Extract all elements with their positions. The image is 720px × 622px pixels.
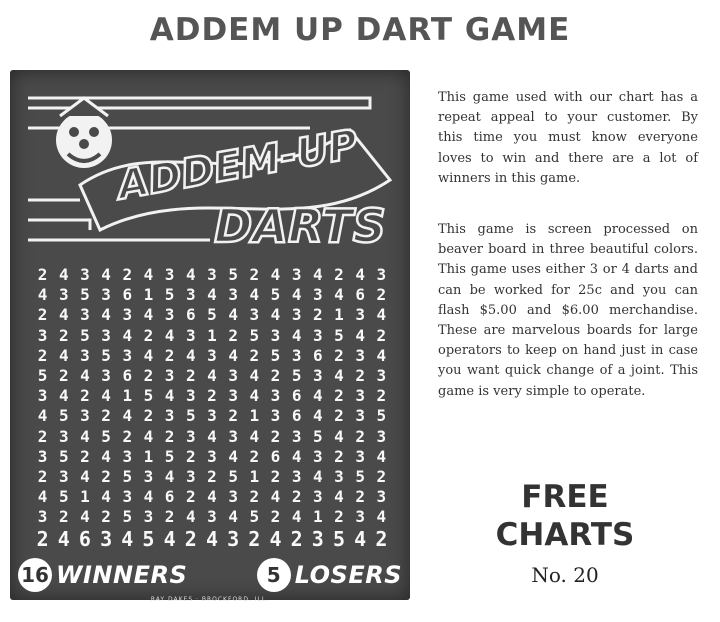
grid-cell: 6 bbox=[291, 406, 302, 426]
grid-cell: 4 bbox=[101, 386, 111, 406]
grid-cell: 4 bbox=[207, 426, 217, 446]
grid-cell: 2 bbox=[270, 466, 281, 486]
grid-cell: 1 bbox=[122, 386, 133, 406]
grid-cell: 5 bbox=[58, 446, 69, 466]
description-paragraph-1: This game used with our chart has a repeat appeal to your customer. By this time you must know everyone loves to win and there are a lot of winners in this game. bbox=[438, 90, 698, 186]
grid-cell: 3 bbox=[355, 446, 365, 466]
grid-cell: 2 bbox=[143, 365, 154, 385]
grid-row bbox=[32, 406, 392, 426]
number-grid bbox=[32, 265, 392, 551]
grid-cell: 3 bbox=[58, 466, 69, 486]
grid-cell: 4 bbox=[291, 507, 302, 527]
grid-row bbox=[32, 265, 392, 285]
grid-cell: 4 bbox=[334, 487, 344, 507]
grid-cell: 4 bbox=[143, 265, 154, 284]
grid-cell: 5 bbox=[164, 285, 175, 305]
grid-cell: 3 bbox=[291, 265, 302, 284]
grid-cell: 4 bbox=[334, 285, 344, 305]
grid-cell: 4 bbox=[313, 406, 323, 426]
banner-artwork bbox=[10, 70, 410, 260]
grid-cell: 3 bbox=[207, 345, 217, 365]
grid-cell: 2 bbox=[334, 265, 344, 284]
grid-cell: 3 bbox=[270, 406, 281, 426]
grid-cell: 2 bbox=[313, 305, 323, 325]
grid-cell: 2 bbox=[228, 325, 238, 345]
winners-group bbox=[18, 558, 187, 592]
grid-cell: 1 bbox=[143, 446, 154, 466]
grid-cell: 4 bbox=[270, 265, 281, 284]
free-label: FREE bbox=[521, 479, 609, 515]
grid-cell: 3 bbox=[228, 365, 238, 385]
grid-row bbox=[32, 346, 392, 366]
grid-cell: 4 bbox=[249, 386, 260, 406]
grid-cell: 2 bbox=[207, 386, 217, 406]
grid-cell: 6 bbox=[291, 386, 302, 406]
losers-label: LOSERS bbox=[294, 561, 402, 589]
grid-cell: 3 bbox=[355, 345, 365, 365]
grid-cell: 4 bbox=[143, 345, 154, 365]
grid-cell: 3 bbox=[207, 446, 217, 466]
grid-cell: 3 bbox=[100, 527, 113, 552]
grid-cell: 3 bbox=[143, 507, 154, 527]
grid-cell: 3 bbox=[376, 487, 387, 507]
grid-cell: 3 bbox=[355, 305, 365, 325]
grid-cell: 5 bbox=[270, 345, 281, 365]
grid-cell: 6 bbox=[185, 305, 196, 325]
grid-cell: 2 bbox=[334, 386, 344, 406]
grid-cell: 5 bbox=[101, 345, 111, 365]
grid-cell: 4 bbox=[334, 426, 344, 446]
grid-cell: 2 bbox=[184, 527, 197, 552]
grid-cell: 4 bbox=[313, 265, 323, 284]
grid-cell: 4 bbox=[164, 466, 175, 486]
grid-cell: 4 bbox=[270, 305, 281, 325]
grid-cell: 5 bbox=[332, 527, 346, 552]
grid-cell: 2 bbox=[58, 365, 69, 385]
grid-cell: 4 bbox=[101, 487, 111, 507]
grid-cell: 4 bbox=[355, 265, 365, 284]
grid-cell: 4 bbox=[101, 305, 111, 325]
grid-cell: 3 bbox=[313, 365, 323, 385]
grid-cell: 2 bbox=[164, 345, 175, 365]
grid-cell: 4 bbox=[249, 365, 260, 385]
grid-cell: 2 bbox=[122, 426, 133, 446]
grid-cell: 4 bbox=[249, 426, 260, 446]
grid-cell: 2 bbox=[375, 527, 388, 552]
grid-cell: 4 bbox=[58, 305, 69, 325]
grid-cell: 4 bbox=[37, 406, 48, 426]
grid-cell: 3 bbox=[313, 325, 323, 345]
grid-cell: 4 bbox=[205, 527, 218, 552]
description-paragraph-2: This game is screen processed on beaver board in three beautiful colors. This game uses either 3 or 4 darts and can be worked for 25c and you can flash $5.00 and $6.00 merchandise. These are marvelous boards for large operators to keep on hand just in case you want quick change of a joint. This game is very simple to operate. bbox=[438, 222, 698, 399]
grid-row bbox=[32, 527, 392, 551]
grid-cell: 2 bbox=[37, 426, 48, 446]
grid-cell: 2 bbox=[143, 325, 154, 345]
grid-cell: 4 bbox=[313, 466, 323, 486]
grid-cell: 4 bbox=[101, 265, 111, 284]
grid-row bbox=[32, 386, 392, 406]
grid-cell: 3 bbox=[227, 527, 240, 552]
grid-cell: 4 bbox=[376, 305, 387, 325]
grid-cell: 5 bbox=[58, 487, 69, 507]
grid-cell: 3 bbox=[313, 487, 323, 507]
grid-cell: 4 bbox=[291, 285, 302, 305]
grid-cell: 2 bbox=[101, 406, 111, 426]
grid-cell: 4 bbox=[334, 365, 344, 385]
grid-cell: 6 bbox=[122, 365, 133, 385]
grid-cell: 5 bbox=[142, 527, 155, 552]
grid-cell: 2 bbox=[185, 365, 196, 385]
grid-cell: 3 bbox=[207, 265, 217, 284]
grid-cell: 4 bbox=[122, 406, 133, 426]
grid-cell: 2 bbox=[185, 487, 196, 507]
grid-cell: 4 bbox=[164, 386, 175, 406]
grid-cell: 4 bbox=[58, 265, 69, 284]
grid-row bbox=[32, 487, 392, 507]
grid-cell: 5 bbox=[249, 325, 260, 345]
grid-cell: 3 bbox=[101, 365, 111, 385]
grid-cell: 1 bbox=[207, 325, 217, 345]
grid-cell: 5 bbox=[334, 325, 344, 345]
grid-cell: 3 bbox=[122, 487, 133, 507]
grid-cell: 5 bbox=[37, 365, 48, 385]
board-footer bbox=[18, 555, 402, 595]
grid-cell: 2 bbox=[376, 285, 387, 305]
grid-cell: 3 bbox=[228, 487, 238, 507]
losers-count-badge: 5 bbox=[257, 558, 291, 592]
grid-cell: 1 bbox=[249, 406, 260, 426]
grid-cell: 4 bbox=[354, 527, 367, 552]
chart-number: No. 20 bbox=[531, 563, 599, 587]
grid-cell: 5 bbox=[355, 466, 365, 486]
grid-cell: 3 bbox=[164, 365, 175, 385]
grid-cell: 2 bbox=[290, 527, 303, 552]
grid-cell: 4 bbox=[291, 446, 302, 466]
grid-cell: 4 bbox=[291, 325, 302, 345]
grid-cell: 4 bbox=[228, 345, 238, 365]
grid-cell: 4 bbox=[228, 305, 238, 325]
grid-cell: 6 bbox=[164, 487, 175, 507]
grid-cell: 3 bbox=[270, 386, 281, 406]
grid-cell: 2 bbox=[376, 325, 387, 345]
grid-cell: 4 bbox=[164, 325, 175, 345]
grid-cell: 6 bbox=[270, 446, 281, 466]
grid-cell: 3 bbox=[376, 426, 387, 446]
grid-cell: 3 bbox=[228, 426, 238, 446]
grid-cell: 4 bbox=[355, 325, 365, 345]
grid-cell: 4 bbox=[207, 487, 217, 507]
grid-cell: 3 bbox=[122, 345, 133, 365]
grid-cell: 3 bbox=[270, 325, 281, 345]
page-title: ADDEM UP DART GAME bbox=[149, 12, 571, 48]
grid-cell: 3 bbox=[313, 285, 323, 305]
grid-cell: 4 bbox=[185, 345, 196, 365]
grid-cell: 2 bbox=[37, 466, 48, 486]
grid-cell: 2 bbox=[355, 426, 365, 446]
grid-cell: 2 bbox=[355, 365, 365, 385]
grid-cell: 5 bbox=[58, 406, 69, 426]
grid-row bbox=[32, 326, 392, 346]
grid-cell: 2 bbox=[291, 487, 302, 507]
grid-cell: 3 bbox=[185, 426, 196, 446]
grid-cell: 5 bbox=[185, 406, 196, 426]
grid-cell: 2 bbox=[37, 305, 48, 325]
grid-cell: 3 bbox=[164, 406, 175, 426]
grid-cell: 4 bbox=[121, 527, 134, 552]
grid-cell: 3 bbox=[228, 285, 238, 305]
grid-cell: 2 bbox=[248, 527, 261, 552]
grid-cell: 4 bbox=[313, 386, 323, 406]
grid-row bbox=[32, 447, 392, 467]
grid-cell: 2 bbox=[101, 466, 111, 486]
winners-count-badge: 16 bbox=[18, 558, 52, 592]
grid-cell: 4 bbox=[143, 487, 154, 507]
grid-cell: 5 bbox=[228, 466, 238, 486]
grid-cell: 3 bbox=[249, 305, 260, 325]
grid-cell: 4 bbox=[143, 305, 154, 325]
grid-cell: 3 bbox=[185, 325, 196, 345]
grid-cell: 5 bbox=[143, 386, 154, 406]
grid-cell: 3 bbox=[291, 305, 302, 325]
grid-cell: 3 bbox=[376, 265, 387, 284]
grid-cell: 3 bbox=[291, 466, 302, 486]
grid-cell: 3 bbox=[207, 406, 217, 426]
grid-row bbox=[32, 467, 392, 487]
grid-cell: 2 bbox=[58, 507, 69, 527]
grid-row bbox=[32, 366, 392, 386]
grid-cell: 1 bbox=[334, 305, 344, 325]
grid-cell: 5 bbox=[249, 507, 260, 527]
board-credit: RAY DAKES · BROCKFORD, ILL. bbox=[150, 596, 270, 603]
grid-cell: 3 bbox=[334, 466, 344, 486]
grid-cell: 2 bbox=[249, 265, 260, 284]
grid-cell: 4 bbox=[143, 426, 154, 446]
grid-cell: 3 bbox=[37, 325, 48, 345]
grid-cell: 3 bbox=[80, 265, 90, 284]
grid-cell: 2 bbox=[270, 365, 281, 385]
grid-cell: 4 bbox=[228, 446, 238, 466]
grid-cell: 2 bbox=[122, 265, 133, 284]
grid-cell: 2 bbox=[334, 345, 344, 365]
grid-cell: 5 bbox=[122, 466, 133, 486]
grid-cell: 5 bbox=[80, 325, 90, 345]
grid-cell: 2 bbox=[376, 466, 387, 486]
grid-cell: 2 bbox=[36, 527, 49, 552]
free-charts-heading bbox=[440, 478, 690, 554]
grid-cell: 3 bbox=[164, 265, 175, 284]
grid-cell: 3 bbox=[143, 466, 154, 486]
grid-cell: 2 bbox=[355, 487, 365, 507]
grid-cell: 2 bbox=[37, 265, 48, 284]
grid-cell: 5 bbox=[313, 426, 323, 446]
grid-cell: 3 bbox=[80, 305, 90, 325]
grid-cell: 3 bbox=[291, 426, 302, 446]
grid-cell: 2 bbox=[228, 406, 238, 426]
grid-cell: 1 bbox=[80, 487, 90, 507]
grid-cell: 4 bbox=[376, 345, 387, 365]
grid-cell: 3 bbox=[355, 386, 365, 406]
grid-cell: 5 bbox=[122, 507, 133, 527]
grid-cell: 3 bbox=[311, 527, 324, 552]
banner-subtitle-text: DARTS bbox=[214, 199, 386, 253]
grid-cell: 4 bbox=[228, 507, 238, 527]
grid-cell: 3 bbox=[164, 305, 175, 325]
grid-cell: 4 bbox=[80, 507, 90, 527]
grid-cell: 3 bbox=[313, 446, 323, 466]
grid-cell: 3 bbox=[185, 285, 196, 305]
grid-cell: 3 bbox=[37, 386, 48, 406]
grid-cell: 3 bbox=[291, 345, 302, 365]
grid-cell: 2 bbox=[249, 446, 260, 466]
grid-cell: 3 bbox=[101, 325, 111, 345]
grid-cell: 4 bbox=[376, 507, 387, 527]
grid-cell: 5 bbox=[376, 406, 387, 426]
grid-cell: 5 bbox=[291, 365, 302, 385]
grid-cell: 2 bbox=[376, 386, 387, 406]
grid-cell: 2 bbox=[207, 466, 217, 486]
grid-cell: 4 bbox=[185, 507, 196, 527]
grid-cell: 3 bbox=[185, 466, 196, 486]
grid-row bbox=[32, 285, 392, 305]
grid-cell: 3 bbox=[58, 426, 69, 446]
grid-cell: 6 bbox=[78, 527, 91, 552]
grid-cell: 3 bbox=[355, 507, 365, 527]
grid-cell: 3 bbox=[228, 386, 238, 406]
grid-cell: 3 bbox=[122, 305, 133, 325]
grid-cell: 3 bbox=[122, 446, 133, 466]
grid-cell: 4 bbox=[122, 325, 133, 345]
grid-cell: 3 bbox=[376, 365, 387, 385]
grid-cell: 2 bbox=[249, 345, 260, 365]
charts-label: CHARTS bbox=[495, 517, 635, 553]
grid-cell: 4 bbox=[269, 527, 282, 552]
grid-cell: 4 bbox=[58, 345, 69, 365]
grid-cell: 2 bbox=[37, 345, 48, 365]
grid-cell: 4 bbox=[185, 265, 196, 284]
grid-cell: 2 bbox=[334, 446, 344, 466]
grid-cell: 2 bbox=[80, 446, 90, 466]
grid-cell: 4 bbox=[80, 426, 90, 446]
grid-cell: 1 bbox=[143, 285, 154, 305]
grid-cell: 1 bbox=[313, 507, 323, 527]
grid-cell: 5 bbox=[270, 285, 281, 305]
grid-cell: 2 bbox=[334, 507, 344, 527]
grid-cell: 2 bbox=[58, 325, 69, 345]
grid-cell: 4 bbox=[207, 365, 217, 385]
grid-cell: 6 bbox=[122, 285, 133, 305]
grid-cell: 4 bbox=[58, 386, 69, 406]
grid-cell: 5 bbox=[207, 305, 217, 325]
dart-board bbox=[10, 70, 410, 603]
grid-cell: 4 bbox=[270, 487, 281, 507]
grid-cell: 2 bbox=[270, 507, 281, 527]
grid-row bbox=[32, 305, 392, 325]
grid-cell: 3 bbox=[37, 446, 48, 466]
grid-cell: 4 bbox=[37, 285, 48, 305]
grid-cell: 3 bbox=[80, 406, 90, 426]
grid-cell: 4 bbox=[57, 527, 70, 552]
grid-cell: 2 bbox=[80, 386, 90, 406]
grid-cell: 2 bbox=[143, 406, 154, 426]
grid-cell: 4 bbox=[37, 487, 48, 507]
grid-cell: 4 bbox=[101, 446, 111, 466]
grid-cell: 2 bbox=[249, 487, 260, 507]
grid-cell: 6 bbox=[313, 345, 323, 365]
grid-cell: 3 bbox=[80, 345, 90, 365]
grid-cell: 3 bbox=[185, 386, 196, 406]
banner-title-text: ADDEM-UP bbox=[114, 121, 362, 209]
grid-cell: 6 bbox=[355, 285, 365, 305]
grid-cell: 4 bbox=[249, 285, 260, 305]
losers-group bbox=[257, 558, 402, 592]
grid-cell: 2 bbox=[334, 406, 344, 426]
grid-cell: 2 bbox=[101, 507, 111, 527]
grid-cell: 4 bbox=[376, 446, 387, 466]
winners-label: WINNERS bbox=[56, 561, 188, 589]
grid-row bbox=[32, 427, 392, 447]
grid-cell: 5 bbox=[164, 446, 175, 466]
grid-cell: 1 bbox=[249, 466, 260, 486]
grid-cell: 2 bbox=[164, 507, 175, 527]
grid-cell: 3 bbox=[355, 406, 365, 426]
grid-cell: 5 bbox=[101, 426, 111, 446]
grid-cell: 4 bbox=[207, 285, 217, 305]
grid-cell: 3 bbox=[101, 285, 111, 305]
grid-cell: 4 bbox=[80, 365, 90, 385]
grid-cell: 2 bbox=[164, 426, 175, 446]
grid-cell: 2 bbox=[185, 446, 196, 466]
grid-cell: 4 bbox=[80, 466, 90, 486]
grid-cell: 5 bbox=[80, 285, 90, 305]
grid-cell: 2 bbox=[270, 426, 281, 446]
grid-cell: 3 bbox=[37, 507, 48, 527]
grid-cell: 3 bbox=[207, 507, 217, 527]
grid-cell: 3 bbox=[58, 285, 69, 305]
grid-cell: 4 bbox=[163, 527, 176, 552]
grid-row bbox=[32, 507, 392, 527]
grid-cell: 5 bbox=[228, 265, 238, 284]
